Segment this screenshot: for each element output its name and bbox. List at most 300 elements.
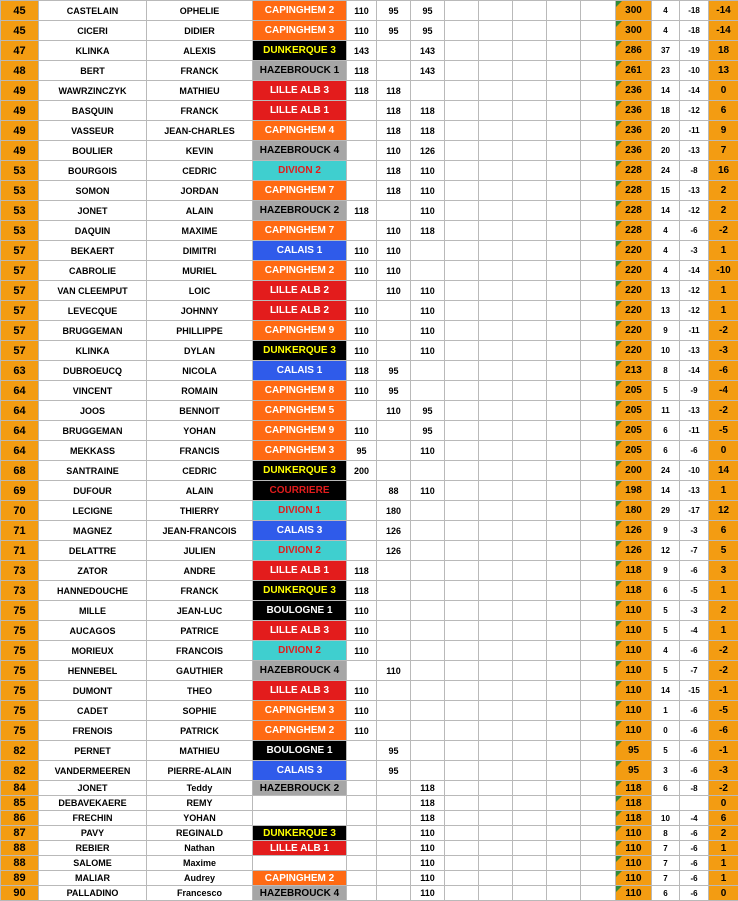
club-cell: CAPINGHEM 3 (253, 21, 347, 41)
empty-cell (513, 661, 547, 681)
empty-cell (513, 241, 547, 261)
table-row[interactable] (1, 1, 738, 21)
score-3-cell: 95 (411, 401, 445, 421)
club-cell (253, 811, 347, 826)
score-4-cell (445, 21, 479, 41)
total-cell: 110 (616, 601, 652, 621)
score-2-cell (377, 721, 411, 741)
empty-cell (479, 41, 513, 61)
score-2-cell: 110 (377, 241, 411, 261)
count-cell: 7 (652, 856, 680, 871)
score-4-cell (445, 141, 479, 161)
count-cell: 20 (652, 121, 680, 141)
table-row[interactable] (1, 341, 738, 361)
score-4-cell (445, 661, 479, 681)
last-name-cell: VANDERMEEREN (39, 761, 147, 781)
table-row[interactable] (1, 361, 738, 381)
table-row[interactable] (1, 121, 738, 141)
last-name-cell: AUCAGOS (39, 621, 147, 641)
first-name-cell: DIDIER (147, 21, 253, 41)
score-4-cell (445, 161, 479, 181)
table-row[interactable] (1, 681, 738, 701)
last-name-cell: JOOS (39, 401, 147, 421)
score-1-cell (347, 761, 377, 781)
empty-cell (513, 381, 547, 401)
first-name-cell: GAUTHIER (147, 661, 253, 681)
empty-cell (547, 826, 581, 841)
empty-cell (479, 81, 513, 101)
table-row[interactable] (1, 81, 738, 101)
diff-cell: -12 (680, 301, 709, 321)
score-2-cell: 126 (377, 521, 411, 541)
points-cell: -2 (709, 221, 738, 241)
points-cell: -2 (709, 781, 738, 796)
score-2-cell: 180 (377, 501, 411, 521)
rank-cell: 49 (1, 81, 39, 101)
last-name-cell: CADET (39, 701, 147, 721)
last-name-cell: WAWRZINCZYK (39, 81, 147, 101)
table-row[interactable] (1, 856, 738, 871)
points-cell: 7 (709, 141, 738, 161)
empty-cell (479, 826, 513, 841)
total-cell: 213 (616, 361, 652, 381)
count-cell: 8 (652, 826, 680, 841)
empty-cell (581, 781, 616, 796)
total-cell: 200 (616, 461, 652, 481)
score-1-cell (347, 796, 377, 811)
score-4-cell (445, 501, 479, 521)
empty-cell (581, 796, 616, 811)
table-row[interactable] (1, 796, 738, 811)
score-2-cell (377, 601, 411, 621)
empty-cell (547, 461, 581, 481)
total-cell: 110 (616, 856, 652, 871)
score-4-cell (445, 811, 479, 826)
rank-cell: 49 (1, 121, 39, 141)
score-2-cell (377, 871, 411, 886)
total-cell: 228 (616, 161, 652, 181)
score-4-cell (445, 281, 479, 301)
table-row[interactable] (1, 641, 738, 661)
empty-cell (513, 681, 547, 701)
rank-cell: 75 (1, 721, 39, 741)
score-3-cell: 110 (411, 856, 445, 871)
first-name-cell: JOHNNY (147, 301, 253, 321)
table-row[interactable] (1, 841, 738, 856)
club-cell: BOULOGNE 1 (253, 741, 347, 761)
empty-cell (547, 441, 581, 461)
score-3-cell (411, 621, 445, 641)
score-1-cell: 110 (347, 621, 377, 641)
table-row[interactable] (1, 401, 738, 421)
total-cell: 236 (616, 121, 652, 141)
empty-cell (547, 361, 581, 381)
first-name-cell: MAXIME (147, 221, 253, 241)
empty-cell (581, 886, 616, 901)
first-name-cell: DIMITRI (147, 241, 253, 261)
diff-cell: -6 (680, 701, 709, 721)
count-cell: 6 (652, 581, 680, 601)
count-cell: 5 (652, 661, 680, 681)
table-row[interactable] (1, 221, 738, 241)
first-name-cell: Francesco (147, 886, 253, 901)
count-cell: 4 (652, 261, 680, 281)
score-3-cell: 110 (411, 181, 445, 201)
points-cell: -4 (709, 381, 738, 401)
first-name-cell: THIERRY (147, 501, 253, 521)
total-cell: 110 (616, 721, 652, 741)
points-cell: 1 (709, 241, 738, 261)
empty-cell (479, 361, 513, 381)
count-cell: 0 (652, 721, 680, 741)
empty-cell (513, 501, 547, 521)
empty-cell (547, 601, 581, 621)
empty-cell (547, 886, 581, 901)
rank-cell: 53 (1, 221, 39, 241)
last-name-cell: FRECHIN (39, 811, 147, 826)
total-cell: 220 (616, 261, 652, 281)
rank-cell: 49 (1, 101, 39, 121)
last-name-cell: MEKKASS (39, 441, 147, 461)
diff-cell: -6 (680, 561, 709, 581)
score-3-cell (411, 521, 445, 541)
score-2-cell (377, 796, 411, 811)
score-4-cell (445, 101, 479, 121)
empty-cell (479, 841, 513, 856)
rank-cell: 57 (1, 261, 39, 281)
score-4-cell (445, 1, 479, 21)
empty-cell (479, 321, 513, 341)
score-2-cell: 126 (377, 541, 411, 561)
score-2-cell (377, 641, 411, 661)
empty-cell (547, 561, 581, 581)
score-1-cell: 110 (347, 641, 377, 661)
total-cell: 118 (616, 811, 652, 826)
diff-cell: -6 (680, 761, 709, 781)
empty-cell (513, 826, 547, 841)
score-1-cell (347, 826, 377, 841)
table-row[interactable] (1, 241, 738, 261)
score-1-cell: 143 (347, 41, 377, 61)
empty-cell (513, 641, 547, 661)
empty-cell (581, 261, 616, 281)
table-row[interactable] (1, 381, 738, 401)
empty-cell (513, 201, 547, 221)
club-cell: HAZEBROUCK 1 (253, 61, 347, 81)
club-cell: DUNKERQUE 3 (253, 581, 347, 601)
points-cell: -2 (709, 661, 738, 681)
empty-cell (513, 221, 547, 241)
score-4-cell (445, 781, 479, 796)
count-cell: 5 (652, 741, 680, 761)
last-name-cell: KLINKA (39, 341, 147, 361)
club-cell: CALAIS 3 (253, 761, 347, 781)
empty-cell (513, 161, 547, 181)
empty-cell (479, 281, 513, 301)
club-cell: CAPINGHEM 4 (253, 121, 347, 141)
rank-cell: 90 (1, 886, 39, 901)
score-4-cell (445, 401, 479, 421)
table-row[interactable] (1, 561, 738, 581)
table-row[interactable] (1, 811, 738, 826)
empty-cell (479, 301, 513, 321)
count-cell: 10 (652, 341, 680, 361)
score-3-cell (411, 641, 445, 661)
score-2-cell (377, 321, 411, 341)
score-2-cell (377, 61, 411, 81)
rank-cell: 64 (1, 381, 39, 401)
last-name-cell: DUBROEUCQ (39, 361, 147, 381)
empty-cell (547, 341, 581, 361)
empty-cell (547, 161, 581, 181)
club-cell: DIVION 2 (253, 641, 347, 661)
table-row[interactable] (1, 826, 738, 841)
table-row[interactable] (1, 141, 738, 161)
score-4-cell (445, 481, 479, 501)
rank-cell: 57 (1, 301, 39, 321)
score-3-cell: 110 (411, 441, 445, 461)
points-cell: 0 (709, 796, 738, 811)
total-cell: 220 (616, 301, 652, 321)
points-cell: 12 (709, 501, 738, 521)
empty-cell (479, 341, 513, 361)
diff-cell: -19 (680, 41, 709, 61)
score-3-cell: 143 (411, 61, 445, 81)
empty-cell (547, 61, 581, 81)
empty-cell (479, 521, 513, 541)
points-cell: 1 (709, 856, 738, 871)
empty-cell (581, 401, 616, 421)
table-row[interactable] (1, 461, 738, 481)
empty-cell (581, 741, 616, 761)
first-name-cell: ALEXIS (147, 41, 253, 61)
total-cell: 110 (616, 681, 652, 701)
score-2-cell (377, 201, 411, 221)
table-row[interactable] (1, 421, 738, 441)
empty-cell (513, 481, 547, 501)
score-3-cell: 110 (411, 301, 445, 321)
score-1-cell: 118 (347, 81, 377, 101)
empty-cell (513, 741, 547, 761)
diff-cell: -6 (680, 641, 709, 661)
table-row[interactable] (1, 761, 738, 781)
score-2-cell (377, 701, 411, 721)
first-name-cell: PHILLIPPE (147, 321, 253, 341)
points-cell: -1 (709, 741, 738, 761)
empty-cell (479, 381, 513, 401)
empty-cell (547, 141, 581, 161)
club-cell: DIVION 2 (253, 541, 347, 561)
count-cell: 9 (652, 561, 680, 581)
club-cell: LILLE ALB 3 (253, 621, 347, 641)
score-4-cell (445, 741, 479, 761)
table-row[interactable] (1, 261, 738, 281)
empty-cell (547, 701, 581, 721)
table-row[interactable] (1, 61, 738, 81)
first-name-cell: ALAIN (147, 481, 253, 501)
last-name-cell: VAN CLEEMPUT (39, 281, 147, 301)
score-1-cell: 118 (347, 361, 377, 381)
table-row[interactable] (1, 101, 738, 121)
points-cell: 6 (709, 101, 738, 121)
score-4-cell (445, 681, 479, 701)
empty-cell (581, 61, 616, 81)
diff-cell: -6 (680, 826, 709, 841)
count-cell: 13 (652, 301, 680, 321)
score-1-cell: 110 (347, 261, 377, 281)
score-1-cell: 118 (347, 201, 377, 221)
last-name-cell: PAVY (39, 826, 147, 841)
club-cell: DUNKERQUE 3 (253, 341, 347, 361)
empty-cell (547, 741, 581, 761)
points-cell: 6 (709, 811, 738, 826)
ranking-rows (1, 1, 738, 901)
table-row[interactable] (1, 161, 738, 181)
count-cell: 24 (652, 161, 680, 181)
rank-cell: 57 (1, 321, 39, 341)
score-1-cell: 110 (347, 421, 377, 441)
count-cell: 9 (652, 521, 680, 541)
score-2-cell: 95 (377, 381, 411, 401)
score-4-cell (445, 121, 479, 141)
total-cell: 220 (616, 341, 652, 361)
empty-cell (547, 761, 581, 781)
diff-cell: -3 (680, 241, 709, 261)
table-row[interactable] (1, 441, 738, 461)
last-name-cell: CABROLIE (39, 261, 147, 281)
points-cell: 0 (709, 441, 738, 461)
rank-cell: 89 (1, 871, 39, 886)
score-2-cell: 95 (377, 1, 411, 21)
total-cell: 236 (616, 81, 652, 101)
table-row[interactable] (1, 541, 738, 561)
empty-cell (513, 401, 547, 421)
score-1-cell: 110 (347, 341, 377, 361)
empty-cell (581, 601, 616, 621)
empty-cell (479, 161, 513, 181)
empty-cell (513, 301, 547, 321)
rank-cell: 71 (1, 541, 39, 561)
table-row[interactable] (1, 281, 738, 301)
score-1-cell (347, 161, 377, 181)
score-1-cell (347, 401, 377, 421)
table-row[interactable] (1, 886, 738, 901)
rank-cell: 69 (1, 481, 39, 501)
table-row[interactable] (1, 181, 738, 201)
diff-cell: -13 (680, 481, 709, 501)
diff-cell: -4 (680, 811, 709, 826)
table-row[interactable] (1, 601, 738, 621)
score-3-cell (411, 501, 445, 521)
table-row[interactable] (1, 21, 738, 41)
score-2-cell: 110 (377, 281, 411, 301)
first-name-cell: JEAN-LUC (147, 601, 253, 621)
points-cell: 1 (709, 301, 738, 321)
table-row[interactable] (1, 701, 738, 721)
empty-cell (513, 121, 547, 141)
score-3-cell: 118 (411, 796, 445, 811)
table-row[interactable] (1, 781, 738, 796)
score-3-cell: 110 (411, 281, 445, 301)
rank-cell: 75 (1, 601, 39, 621)
club-cell: DIVION 1 (253, 501, 347, 521)
count-cell: 18 (652, 101, 680, 121)
score-1-cell: 110 (347, 681, 377, 701)
score-2-cell (377, 441, 411, 461)
first-name-cell: JEAN-FRANCOIS (147, 521, 253, 541)
first-name-cell: DYLAN (147, 341, 253, 361)
empty-cell (479, 886, 513, 901)
points-cell: -14 (709, 1, 738, 21)
table-row[interactable] (1, 301, 738, 321)
table-row[interactable] (1, 521, 738, 541)
table-row[interactable] (1, 201, 738, 221)
empty-cell (479, 181, 513, 201)
count-cell: 1 (652, 701, 680, 721)
table-row[interactable] (1, 481, 738, 501)
total-cell: 205 (616, 441, 652, 461)
total-cell: 110 (616, 641, 652, 661)
table-row[interactable] (1, 871, 738, 886)
club-cell: CAPINGHEM 9 (253, 321, 347, 341)
empty-cell (513, 461, 547, 481)
score-1-cell (347, 281, 377, 301)
empty-cell (513, 701, 547, 721)
score-1-cell (347, 886, 377, 901)
table-row[interactable] (1, 501, 738, 521)
first-name-cell: REGINALD (147, 826, 253, 841)
empty-cell (581, 811, 616, 826)
empty-cell (581, 641, 616, 661)
rank-cell: 57 (1, 341, 39, 361)
first-name-cell: PIERRE-ALAIN (147, 761, 253, 781)
table-row[interactable] (1, 661, 738, 681)
points-cell: 2 (709, 181, 738, 201)
first-name-cell: JEAN-CHARLES (147, 121, 253, 141)
first-name-cell: CEDRIC (147, 461, 253, 481)
empty-cell (581, 21, 616, 41)
club-cell: CAPINGHEM 7 (253, 181, 347, 201)
last-name-cell: CASTELAIN (39, 1, 147, 21)
score-3-cell (411, 761, 445, 781)
rank-cell: 64 (1, 441, 39, 461)
first-name-cell: FRANCOIS (147, 641, 253, 661)
empty-cell (547, 796, 581, 811)
last-name-cell: FRENOIS (39, 721, 147, 741)
empty-cell (581, 481, 616, 501)
score-2-cell (377, 811, 411, 826)
table-row[interactable] (1, 741, 738, 761)
table-row[interactable] (1, 721, 738, 741)
points-cell: 1 (709, 871, 738, 886)
empty-cell (581, 581, 616, 601)
rank-cell: 47 (1, 41, 39, 61)
count-cell: 14 (652, 481, 680, 501)
empty-cell (479, 221, 513, 241)
empty-cell (479, 501, 513, 521)
table-row[interactable] (1, 621, 738, 641)
table-row[interactable] (1, 41, 738, 61)
table-row[interactable] (1, 321, 738, 341)
table-row[interactable] (1, 581, 738, 601)
count-cell: 4 (652, 221, 680, 241)
first-name-cell: FRANCK (147, 61, 253, 81)
score-2-cell: 95 (377, 21, 411, 41)
points-cell: 2 (709, 826, 738, 841)
score-3-cell: 95 (411, 21, 445, 41)
club-cell: CAPINGHEM 2 (253, 721, 347, 741)
total-cell: 118 (616, 581, 652, 601)
